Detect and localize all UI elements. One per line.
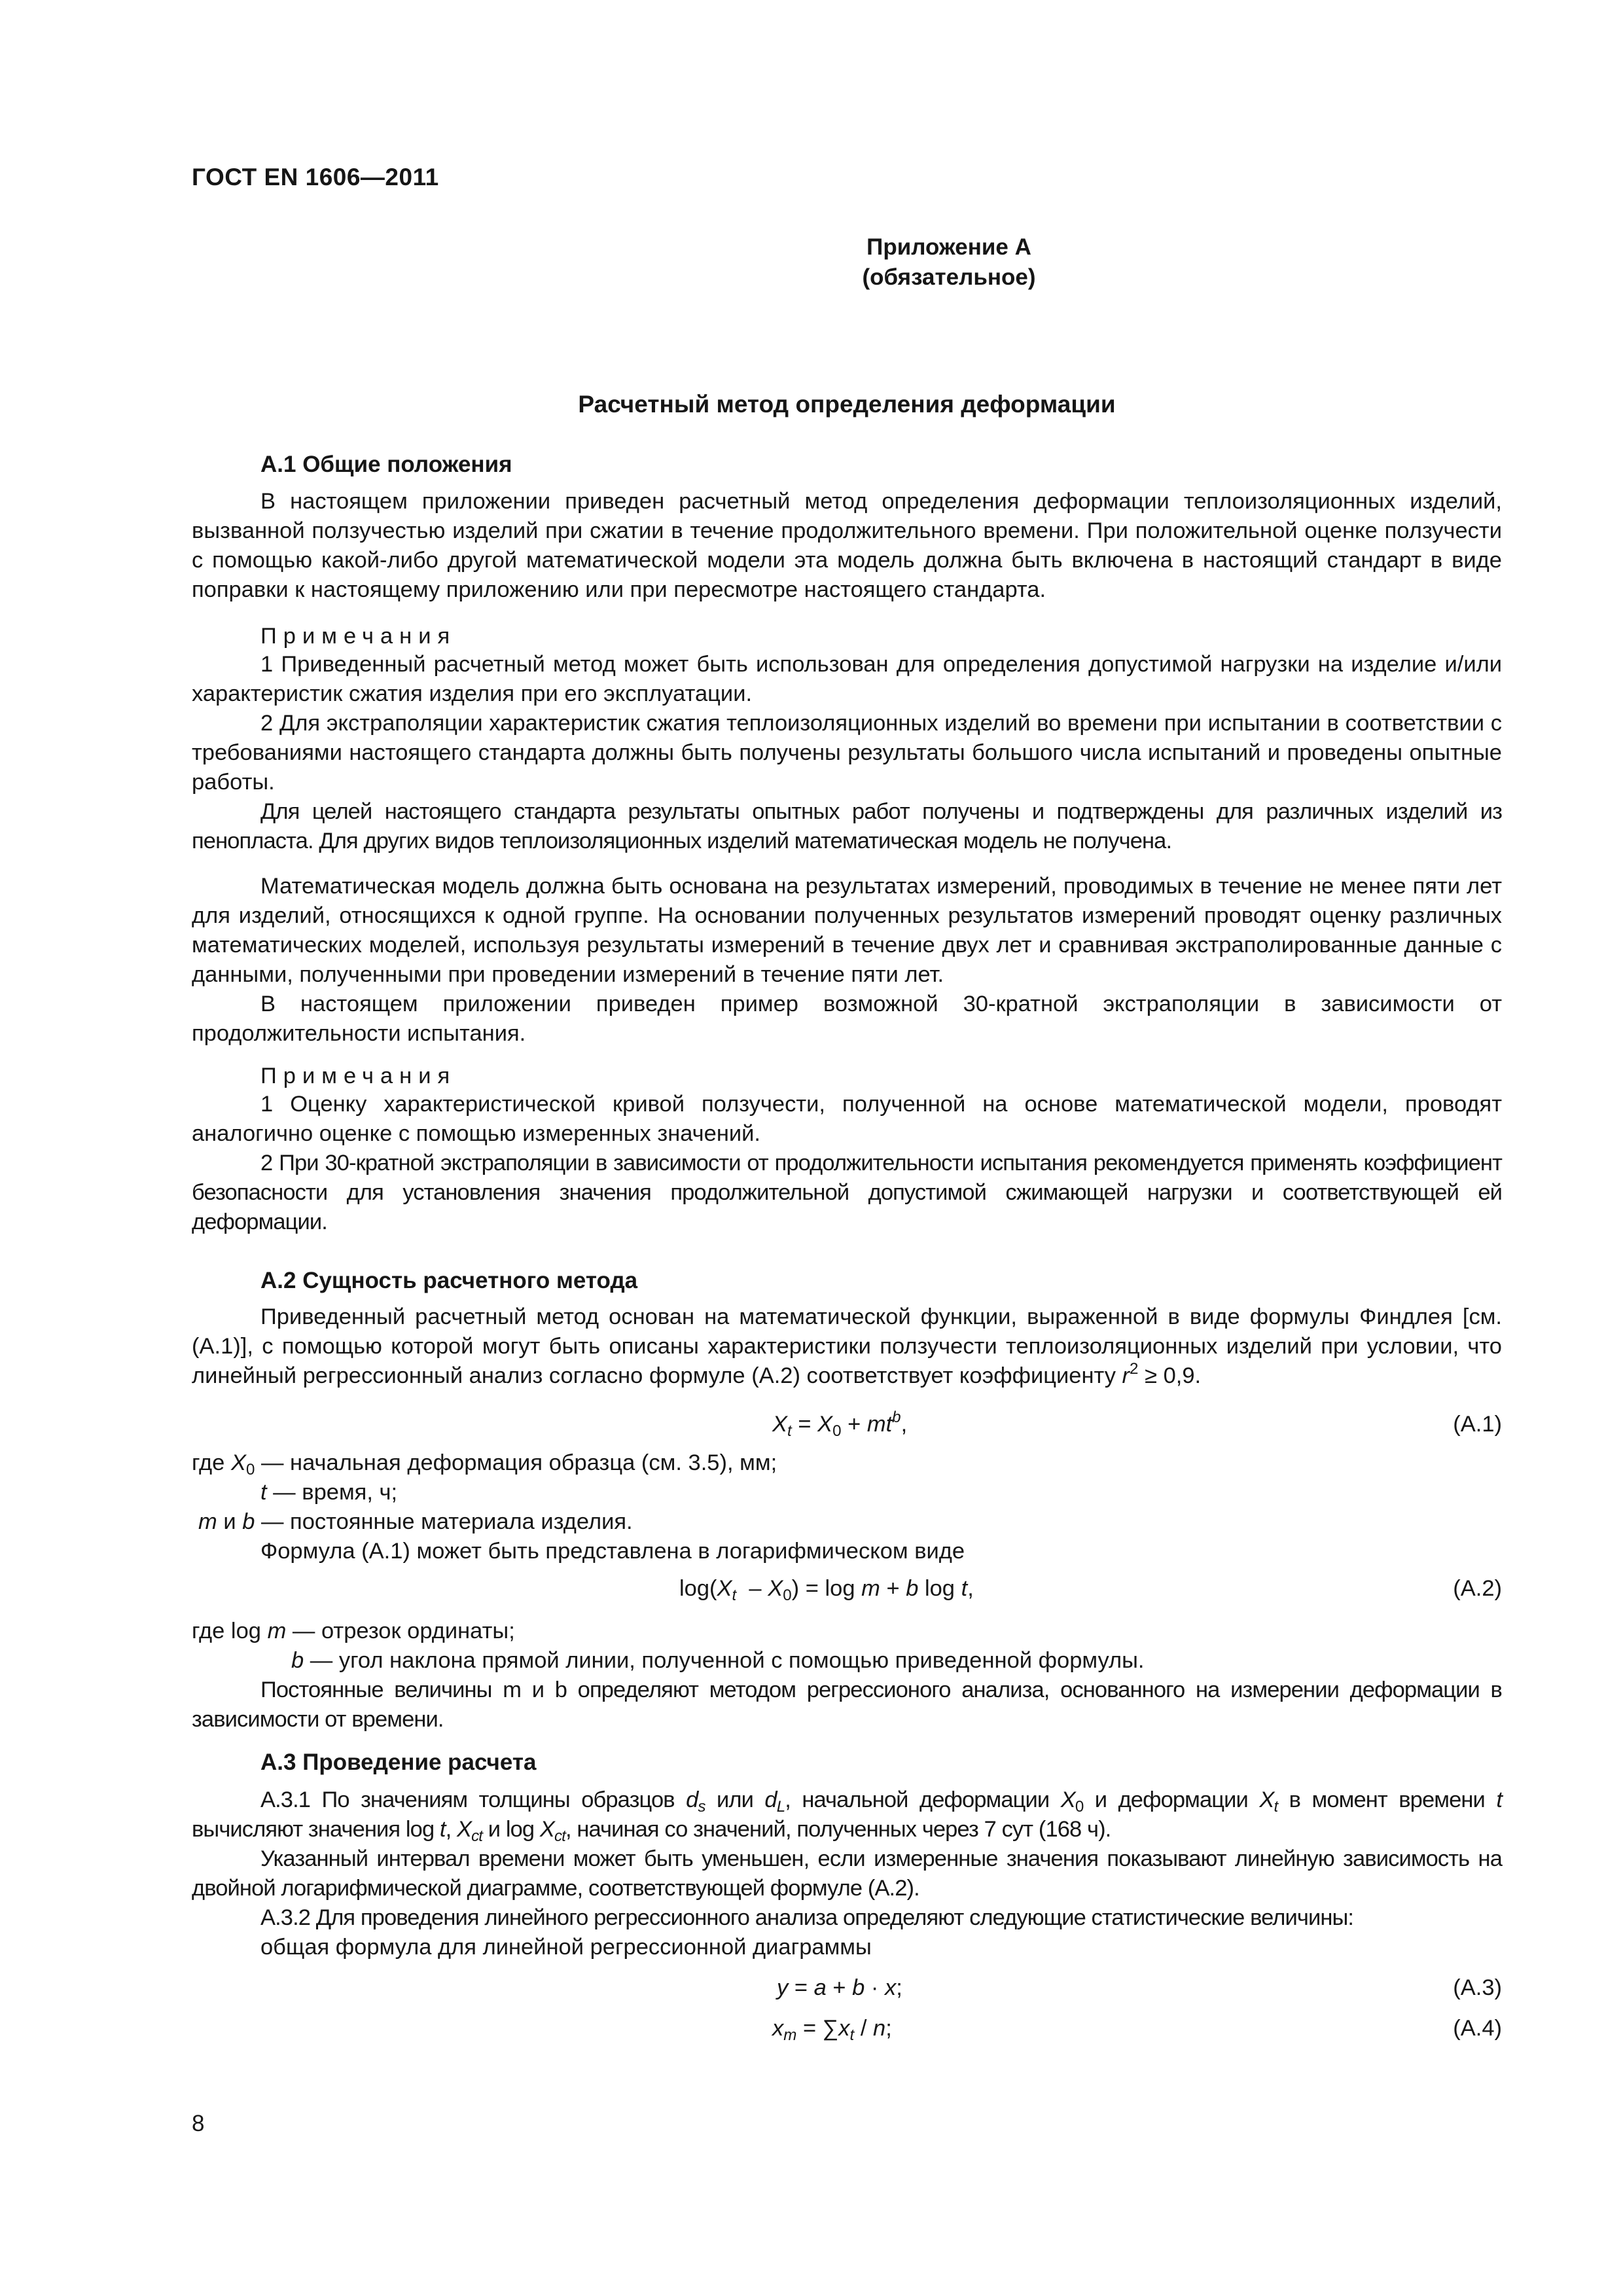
formula-a4-number: (А.4): [1453, 2016, 1502, 2041]
where-b: b — угол наклона прямой линии, полученной с помощью приведенной формулы.: [291, 1648, 1145, 1673]
note-2-2: 2 При 30-кратной экстраполяции в зависимости от продолжительности испытания рекомендуется применять коэффициент безопасности для установления значения продолжительной допустимой сжимающей нагрузки и соответствующей ей деформации.: [192, 1151, 1502, 1234]
main-title: Расчетный метод определения деформации: [578, 391, 1116, 418]
note-1-3: Для целей настоящего стандарта результаты опытных работ получены и подтверждены для различных изделий из пенопласта. Для других видов теплоизоляционных изделий математическая модель не получена.: [192, 799, 1502, 853]
note-2-1: 1 Оценку характеристической кривой ползучести, полученной на основе математической модели, проводят аналогично оценке с помощью измеренных значений.: [192, 1092, 1502, 1146]
note-1-1: 1 Приведенный расчетный метод может быть использован для определения допустимой нагрузки на изделие и/или характеристик сжатия изделия при его эксплуатации.: [192, 652, 1502, 706]
a3-paragraph-3: А.3.2 Для проведения линейного регрессионного анализа определяют следующие статистические величины:: [260, 1905, 1354, 1930]
appendix-label: Приложение А: [866, 234, 1031, 260]
section-a2-heading: А.2 Сущность расчетного метода: [260, 1268, 638, 1293]
a1-paragraph-3: В настоящем приложении приведен пример возможной 30-кратной экстраполяции в зависимости от продолжительности испытания.: [192, 992, 1502, 1046]
a1-paragraph-1: В настоящем приложении приведен расчетный метод определения деформации теплоизоляционных изделий, вызванной ползучестью изделий при сжатии в течение продолжительного времени. При положительной оценке ползучести с помощью какой-либо другой математической модели эта модель должна быть включена в настоящий стандарт в виде поправки к настоящему приложению или при пересмотре настоящего стандарта.: [192, 489, 1502, 602]
a2-paragraph-3: Постоянные величины m и b определяют методом регрессионого анализа, основанного на измерении деформации в зависимости от времени.: [192, 1677, 1502, 1732]
page-number: 8: [192, 2111, 205, 2136]
formula-a3-number: (А.3): [1453, 1975, 1502, 2000]
where-m-b: m и b — постоянные материала изделия.: [198, 1509, 633, 1534]
formula-a4: $x_m = \sum x_t / n$;: [772, 2016, 892, 2044]
a3-paragraph-2: Указанный интервал времени может быть уменьшен, если измеренные значения показывают линейную зависимость на двойной логарифмической диаграмме, соответствующей формуле (А.2).: [192, 1846, 1502, 1901]
formula-a1-number: (А.1): [1453, 1412, 1502, 1437]
where-t: t — время, ч;: [260, 1480, 398, 1505]
a1-paragraph-2: Математическая модель должна быть основана на результатах измерений, проводимых в течение не менее пяти лет для изделий, относящихся к одной группе. На основании полученных результатов измерений проводят оценку различных математических моделей, используя результаты измерений в течение двух лет и сравнивая экстраполированные данные с данными, полученными при проведении измерений в течение пяти лет.: [192, 874, 1502, 987]
note-1-2: 2 Для экстраполяции характеристик сжатия теплоизоляционных изделий во времени при испытании в соответствии с требованиями настоящего стандарта должны быть получены результаты большого числа испытаний и проведены опытные работы.: [192, 711, 1502, 795]
section-a3-heading: А.3 Проведение расчета: [260, 1749, 537, 1775]
formula-a3: y = a + b · x;: [777, 1975, 902, 2000]
appendix-status: (обязательное): [862, 264, 1036, 290]
formula-a1: $X_t = X_0 + mt^b$,: [772, 1408, 908, 1440]
notes-heading-2: Примечания: [260, 1064, 457, 1088]
where-x0: где $X_0$ — начальная деформация образца (см. 3.5), мм;: [192, 1450, 777, 1479]
a2-paragraph-2: Формула (А.1) может быть представлена в логарифмическом виде: [260, 1539, 965, 1564]
section-a1-heading: А.1 Общие положения: [260, 452, 512, 477]
a2-paragraph-1: Приведенный расчетный метод основан на математической функции, выраженной в виде формулы Финдлея [см. (А.1)], с помощью которой могут быть описаны характеристики ползучести теплоизоляционных изделий при условии, что линейный регрессионный анализ согласно формуле (А.2) соответствует коэффициенту $r^2 \ge 0,9$.: [192, 1304, 1502, 1388]
a3-paragraph-4: общая формула для линейной регрессионной диаграммы: [260, 1935, 872, 1960]
a3-paragraph-1: А.3.1 По значениям толщины образцов $d_s$ или $d_L$, начальной деформации $X_0$ и деформации $X_t$ в момент времени t вычисляют значения log t, $X_{ct}$ и $\log X_{ct}$, начиная со значений, полученных через 7 сут (168 ч).: [192, 1787, 1502, 1845]
where-log-m: где log m — отрезок ординаты;: [192, 1619, 515, 1643]
formula-a2: $\log(X_t - X_0) = \log m + b$ log t,: [679, 1576, 974, 1604]
notes-heading-1: Примечания: [260, 624, 457, 649]
document-header: ГОСТ EN 1606—2011: [192, 164, 439, 190]
formula-a2-number: (А.2): [1453, 1576, 1502, 1601]
